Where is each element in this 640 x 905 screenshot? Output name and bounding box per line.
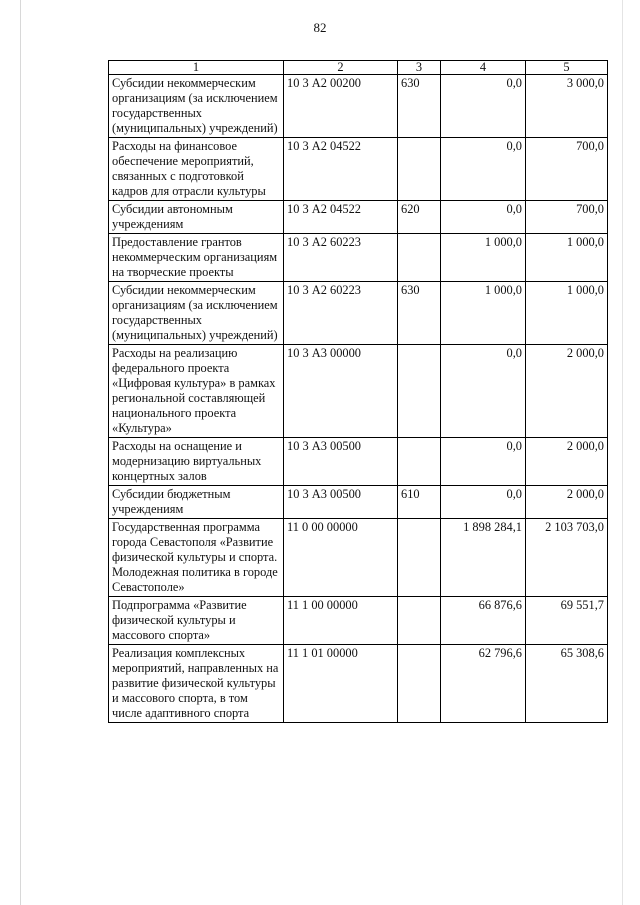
row-code-cell: 11 1 00 00000 <box>284 597 398 645</box>
row-value-col4: 0,0 <box>441 75 526 138</box>
row-type-cell: 620 <box>398 201 441 234</box>
row-value-col5: 69 551,7 <box>526 597 608 645</box>
row-value-col4: 0,0 <box>441 438 526 486</box>
row-value-col5: 700,0 <box>526 201 608 234</box>
header-row <box>109 61 608 75</box>
row-code-cell: 10 3 А3 00500 <box>284 486 398 519</box>
table-row <box>109 75 608 138</box>
row-name-cell: Расходы на финансовое обеспечение мероприятий, связанных с подготовкой кадров для отрасли культуры <box>109 138 284 201</box>
row-code-cell: 10 3 А3 00000 <box>284 345 398 438</box>
row-value-col4: 0,0 <box>441 486 526 519</box>
row-name-cell: Субсидии некоммерческим организациям (за исключением государственных (муниципальных) учреждений) <box>109 282 284 345</box>
table-row <box>109 138 608 201</box>
row-name-cell: Государственная программа города Севастополя «Развитие физической культуры и спорта. Молодежная политика в городе Севастополе» <box>109 519 284 597</box>
table-row <box>109 519 608 597</box>
table-row <box>109 597 608 645</box>
row-type-cell <box>398 345 441 438</box>
table-row <box>109 345 608 438</box>
header-col-1: 1 <box>109 61 284 75</box>
row-type-cell <box>398 234 441 282</box>
table-row <box>109 645 608 723</box>
row-value-col4: 0,0 <box>441 201 526 234</box>
header-col-4: 4 <box>441 61 526 75</box>
row-value-col5: 65 308,6 <box>526 645 608 723</box>
header-col-5: 5 <box>526 61 608 75</box>
row-type-cell: 630 <box>398 75 441 138</box>
row-value-col5: 700,0 <box>526 138 608 201</box>
row-code-cell: 10 3 А2 60223 <box>284 282 398 345</box>
row-code-cell: 11 1 01 00000 <box>284 645 398 723</box>
row-type-cell: 610 <box>398 486 441 519</box>
row-code-cell: 10 3 А2 60223 <box>284 234 398 282</box>
row-value-col4: 1 000,0 <box>441 234 526 282</box>
row-code-cell: 10 3 А2 00200 <box>284 75 398 138</box>
row-code-cell: 10 3 А2 04522 <box>284 201 398 234</box>
row-value-col4: 62 796,6 <box>441 645 526 723</box>
row-name-cell: Расходы на оснащение и модернизацию виртуальных концертных залов <box>109 438 284 486</box>
row-value-col5: 2 000,0 <box>526 345 608 438</box>
header-col-2: 2 <box>284 61 398 75</box>
row-value-col4: 0,0 <box>441 345 526 438</box>
row-value-col5: 3 000,0 <box>526 75 608 138</box>
row-value-col5: 2 000,0 <box>526 486 608 519</box>
row-type-cell: 630 <box>398 282 441 345</box>
row-name-cell: Реализация комплексных мероприятий, направленных на развитие физической культуры и массового спорта, в том числе адаптивного спорта <box>109 645 284 723</box>
row-name-cell: Субсидии бюджетным учреждениям <box>109 486 284 519</box>
row-value-col5: 1 000,0 <box>526 282 608 345</box>
row-value-col5: 2 103 703,0 <box>526 519 608 597</box>
row-value-col4: 0,0 <box>441 138 526 201</box>
row-code-cell: 11 0 00 00000 <box>284 519 398 597</box>
page-number: 82 <box>313 20 327 35</box>
row-name-cell: Расходы на реализацию федерального проекта «Цифровая культура» в рамках региональной составляющей национального проекта «Культура» <box>109 345 284 438</box>
row-value-col5: 1 000,0 <box>526 234 608 282</box>
row-value-col4: 1 898 284,1 <box>441 519 526 597</box>
table-row <box>109 438 608 486</box>
row-type-cell <box>398 645 441 723</box>
row-type-cell <box>398 438 441 486</box>
row-type-cell <box>398 138 441 201</box>
scan-edge-right <box>622 0 623 905</box>
row-code-cell: 10 3 А3 00500 <box>284 438 398 486</box>
row-name-cell: Субсидии некоммерческим организациям (за исключением государственных (муниципальных) учреждений) <box>109 75 284 138</box>
table-row <box>109 282 608 345</box>
row-name-cell: Субсидии автономным учреждениям <box>109 201 284 234</box>
table-row <box>109 234 608 282</box>
row-value-col5: 2 000,0 <box>526 438 608 486</box>
scan-edge-left <box>20 0 21 905</box>
row-name-cell: Подпрограмма «Развитие физической культуры и массового спорта» <box>109 597 284 645</box>
row-type-cell <box>398 519 441 597</box>
table-row <box>109 486 608 519</box>
row-value-col4: 66 876,6 <box>441 597 526 645</box>
row-value-col4: 1 000,0 <box>441 282 526 345</box>
header-col-3: 3 <box>398 61 441 75</box>
table-row <box>109 201 608 234</box>
row-name-cell: Предоставление грантов некоммерческим организациям на творческие проекты <box>109 234 284 282</box>
budget-table <box>108 60 608 723</box>
row-code-cell: 10 3 А2 04522 <box>284 138 398 201</box>
row-type-cell <box>398 597 441 645</box>
